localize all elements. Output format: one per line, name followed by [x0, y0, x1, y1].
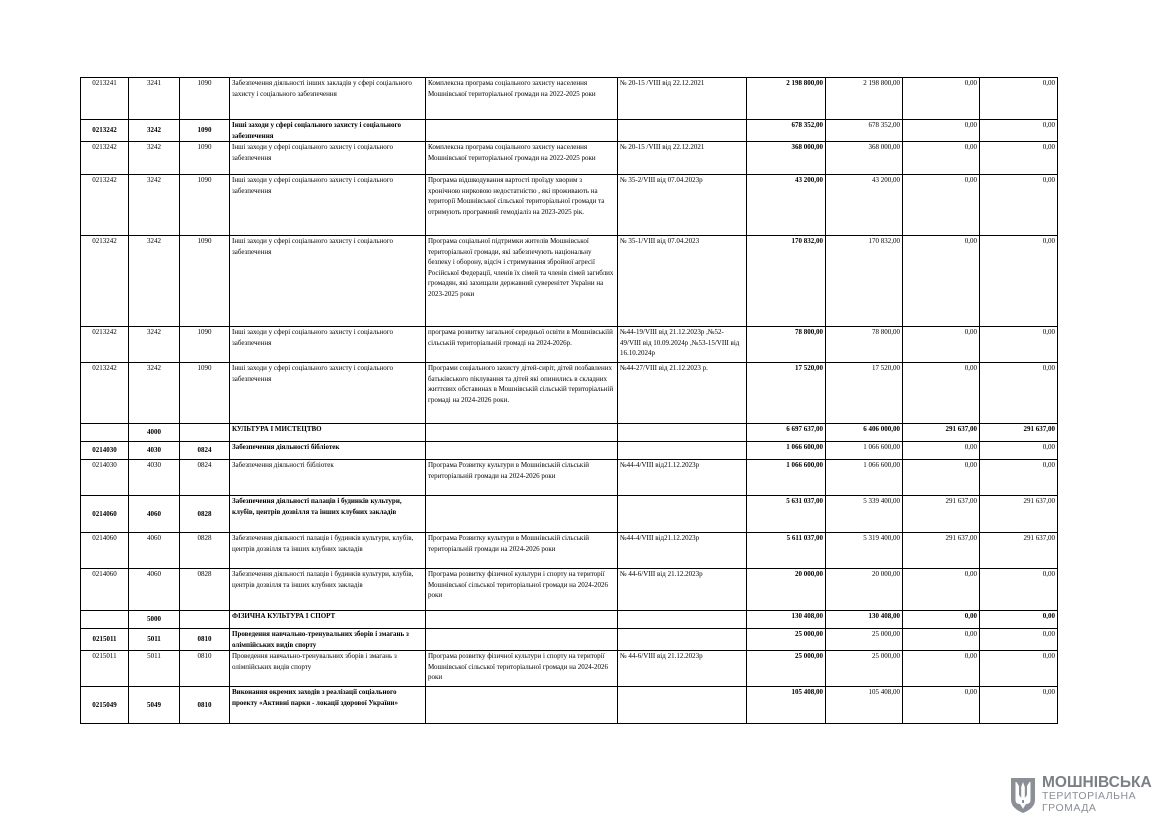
program-name-cell: Програма розвитку фізичної культури і спорту на території Мошнівської сільської територіальної громади на 2024-2026 роки: [426, 651, 618, 687]
program-name-cell: Програма Розвитку культури в Мошнівській сільській територіальній громади на 2024-2026 роки: [426, 460, 618, 496]
program-name-cell: Програма Розвитку культури в Мошнівській сільській територіальній громади на 2024-2026 роки: [426, 533, 618, 569]
development-budget-cell: 291 637,00: [980, 424, 1058, 442]
total-amount-cell: 1 066 600,00: [747, 460, 826, 496]
development-budget-cell: 0,00: [980, 651, 1058, 687]
measure-name-cell: Проведення навчально-тренувальних зборів і змагань з олімпійських видів спорту: [230, 629, 426, 651]
table-row: [81, 236, 1058, 327]
measure-name-cell: Інші заходи у сфері соціального захисту і соціального забезпечення: [230, 363, 426, 424]
total-amount-cell: 5 611 037,00: [747, 533, 826, 569]
function-code-cell: 1090: [180, 78, 230, 120]
total-amount-cell: 5 631 037,00: [747, 496, 826, 533]
total-amount-cell: 105 408,00: [747, 687, 826, 724]
decision-cell: [618, 424, 747, 442]
kekv-cell: 4000: [129, 424, 180, 442]
general-fund-cell: 5 319 400,00: [826, 533, 903, 569]
logo-subtitle-line1: ТЕРИТОРІАЛЬНА: [1042, 790, 1137, 802]
program-code-cell: [81, 611, 129, 629]
program-code-cell: 0213241: [81, 78, 129, 120]
decision-cell: № 35-2/VIII від 07.04.2023р: [618, 175, 747, 236]
total-amount-cell: 20 000,00: [747, 569, 826, 611]
general-fund-cell: 20 000,00: [826, 569, 903, 611]
program-name-cell: програма розвитку загальної середньої освіти в Мошнівськіїй сільській територіальній громаді на 2024-2026р.: [426, 327, 618, 363]
kekv-cell: 3242: [129, 120, 180, 142]
kekv-cell: 5011: [129, 651, 180, 687]
general-fund-cell: 1 066 600,00: [826, 442, 903, 460]
measure-name-cell: Забезпечення діяльності палаців i будинків культури, клубів, центрів дозвілля та iнших клубних закладів: [230, 496, 426, 533]
measure-name-cell: КУЛЬТУРА І МИСТЕЦТВО: [230, 424, 426, 442]
general-fund-cell: 43 200,00: [826, 175, 903, 236]
table-row: [81, 120, 1058, 142]
general-fund-cell: 105 408,00: [826, 687, 903, 724]
table-row: [81, 569, 1058, 611]
measure-name-cell: Забезпечення діяльності бібліотек: [230, 460, 426, 496]
function-code-cell: [180, 611, 230, 629]
program-code-cell: 0214060: [81, 496, 129, 533]
development-budget-cell: 0,00: [980, 442, 1058, 460]
function-code-cell: 0810: [180, 629, 230, 651]
special-fund-cell: 0,00: [903, 363, 980, 424]
program-name-cell: [426, 687, 618, 724]
development-budget-cell: 0,00: [980, 363, 1058, 424]
function-code-cell: 1090: [180, 327, 230, 363]
development-budget-cell: 0,00: [980, 236, 1058, 327]
decision-cell: [618, 687, 747, 724]
program-code-cell: 0213242: [81, 120, 129, 142]
development-budget-cell: 0,00: [980, 460, 1058, 496]
total-amount-cell: 43 200,00: [747, 175, 826, 236]
function-code-cell: 0824: [180, 442, 230, 460]
general-fund-cell: 78 800,00: [826, 327, 903, 363]
function-code-cell: 1090: [180, 175, 230, 236]
total-amount-cell: 17 520,00: [747, 363, 826, 424]
total-amount-cell: 78 800,00: [747, 327, 826, 363]
general-fund-cell: 17 520,00: [826, 363, 903, 424]
decision-cell: №44-4/VIII від21.12.2023р: [618, 460, 747, 496]
kekv-cell: 3242: [129, 363, 180, 424]
measure-name-cell: Інші заходи у сфері соціального захисту і соціального забезпечення: [230, 236, 426, 327]
function-code-cell: 0828: [180, 569, 230, 611]
development-budget-cell: 0,00: [980, 611, 1058, 629]
kekv-cell: 3242: [129, 236, 180, 327]
special-fund-cell: 0,00: [903, 611, 980, 629]
program-name-cell: [426, 120, 618, 142]
measure-name-cell: Забезпечення діяльності бібліотек: [230, 442, 426, 460]
decision-cell: № 44-6/VIII від 21.12.2023р: [618, 651, 747, 687]
general-fund-cell: 25 000,00: [826, 629, 903, 651]
general-fund-cell: 368 000,00: [826, 142, 903, 175]
special-fund-cell: 291 637,00: [903, 533, 980, 569]
decision-cell: № 35-1/VIII від 07.04.2023: [618, 236, 747, 327]
general-fund-cell: 6 406 000,00: [826, 424, 903, 442]
program-code-cell: 0213242: [81, 327, 129, 363]
table-row: [81, 629, 1058, 651]
special-fund-cell: 0,00: [903, 327, 980, 363]
logo-subtitle: [1042, 790, 1136, 814]
kekv-cell: 3242: [129, 142, 180, 175]
general-fund-cell: 25 000,00: [826, 651, 903, 687]
special-fund-cell: 0,00: [903, 629, 980, 651]
decision-cell: №44-19/VIII від 21.12.2023р ,№52-49/VIII від 10.09.2024р ,№53-15/VIII від 16.10.2024р: [618, 327, 747, 363]
function-code-cell: 1090: [180, 363, 230, 424]
table-row: [81, 78, 1058, 120]
total-amount-cell: 368 000,00: [747, 142, 826, 175]
program-name-cell: Програми соціального захисту дітей-сиріт, дітей позбавлених батьківського піклування та дітей які опинились в складних життєвих обставинах в Мошнівській сільській територіальній громаді на 2024-2026 роки.: [426, 363, 618, 424]
decision-cell: [618, 629, 747, 651]
development-budget-cell: 291 637,00: [980, 496, 1058, 533]
general-fund-cell: 2 198 800,00: [826, 78, 903, 120]
table-row: [81, 175, 1058, 236]
community-logo: [1009, 772, 1159, 818]
logo-subtitle-line2: ГРОМАДА: [1042, 802, 1097, 814]
table-row: [81, 142, 1058, 175]
budget-table: [80, 77, 1058, 724]
general-fund-cell: 170 832,00: [826, 236, 903, 327]
special-fund-cell: 0,00: [903, 687, 980, 724]
kekv-cell: 3241: [129, 78, 180, 120]
program-name-cell: Комплексна програма соціального захисту населення Мошнівської територіальної громади на 2022-2025 роки: [426, 142, 618, 175]
decision-cell: № 44-6/VIII від 21.12.2023р: [618, 569, 747, 611]
total-amount-cell: 170 832,00: [747, 236, 826, 327]
kekv-cell: 5000: [129, 611, 180, 629]
general-fund-cell: 678 352,00: [826, 120, 903, 142]
table-row: [81, 327, 1058, 363]
function-code-cell: 1090: [180, 142, 230, 175]
measure-name-cell: Забезпечення діяльності інших закладів у сфері соціального захисту і соціального забезпечення: [230, 78, 426, 120]
kekv-cell: 4060: [129, 496, 180, 533]
table-row: [81, 651, 1058, 687]
table-row: [81, 363, 1058, 424]
kekv-cell: 4060: [129, 533, 180, 569]
total-amount-cell: 25 000,00: [747, 651, 826, 687]
kekv-cell: 4060: [129, 569, 180, 611]
decision-cell: [618, 611, 747, 629]
kekv-cell: 5011: [129, 629, 180, 651]
decision-cell: [618, 120, 747, 142]
special-fund-cell: 0,00: [903, 460, 980, 496]
program-code-cell: 0215049: [81, 687, 129, 724]
special-fund-cell: 0,00: [903, 175, 980, 236]
program-name-cell: Програма соціальної підтримки жителів Мошнівської територіальної громади, які забезпечують національну безпеку і оборону, відсіч і стримування збройної агресії Російської Федерації, членів їх сімей та членів сімей загиблих громадян, які захищали державний суверенітет України на 2023-2025 роки: [426, 236, 618, 327]
development-budget-cell: 0,00: [980, 142, 1058, 175]
program-code-cell: 0214030: [81, 460, 129, 496]
program-code-cell: 0214060: [81, 533, 129, 569]
decision-cell: [618, 442, 747, 460]
special-fund-cell: 0,00: [903, 651, 980, 687]
program-code-cell: 0214030: [81, 442, 129, 460]
function-code-cell: 1090: [180, 236, 230, 327]
decision-cell: № 20-15 /VIII від 22.12.2021: [618, 142, 747, 175]
development-budget-cell: 0,00: [980, 175, 1058, 236]
total-amount-cell: 130 408,00: [747, 611, 826, 629]
general-fund-cell: 5 339 400,00: [826, 496, 903, 533]
program-name-cell: [426, 424, 618, 442]
measure-name-cell: Виконання окремих заходів з реалізації соціального проекту «Активні парки - локації здорової України»: [230, 687, 426, 724]
program-name-cell: Програма відшкодування вартості проїзду хворим з хронічною нирковою недостатністю , які проживають на території Мошнівської сільської територіальної громади та отримують програмний гемодіаліз на 2023-2025 рік.: [426, 175, 618, 236]
program-name-cell: Програма розвитку фізичної культури і спорту на території Мошнівської сільської територіальної громади на 2024-2026 роки: [426, 569, 618, 611]
development-budget-cell: 0,00: [980, 569, 1058, 611]
table-row: [81, 496, 1058, 533]
table-row: [81, 424, 1058, 442]
total-amount-cell: 25 000,00: [747, 629, 826, 651]
program-code-cell: [81, 424, 129, 442]
general-fund-cell: 1 066 600,00: [826, 460, 903, 496]
development-budget-cell: 0,00: [980, 120, 1058, 142]
program-code-cell: 0215011: [81, 629, 129, 651]
development-budget-cell: 0,00: [980, 327, 1058, 363]
program-name-cell: [426, 442, 618, 460]
function-code-cell: 0828: [180, 496, 230, 533]
kekv-cell: 3242: [129, 175, 180, 236]
development-budget-cell: 291 637,00: [980, 533, 1058, 569]
total-amount-cell: 2 198 800,00: [747, 78, 826, 120]
logo-title: МОШНІВСЬКА: [1042, 774, 1152, 791]
special-fund-cell: 0,00: [903, 120, 980, 142]
decision-cell: №44-27/VIII від 21.12.2023 р.: [618, 363, 747, 424]
total-amount-cell: 678 352,00: [747, 120, 826, 142]
program-code-cell: 0213242: [81, 175, 129, 236]
kekv-cell: 4030: [129, 460, 180, 496]
decision-cell: № 20-15 /VIII від 22.12.2021: [618, 78, 747, 120]
special-fund-cell: 0,00: [903, 78, 980, 120]
special-fund-cell: 291 637,00: [903, 424, 980, 442]
program-name-cell: [426, 496, 618, 533]
table-row: [81, 611, 1058, 629]
measure-name-cell: Інші заходи у сфері соціального захисту і соціального забезпечення: [230, 120, 426, 142]
development-budget-cell: 0,00: [980, 629, 1058, 651]
special-fund-cell: 0,00: [903, 442, 980, 460]
total-amount-cell: 6 697 637,00: [747, 424, 826, 442]
total-amount-cell: 1 066 600,00: [747, 442, 826, 460]
measure-name-cell: Інші заходи у сфері соціального захисту і соціального забезпечення: [230, 142, 426, 175]
kekv-cell: 4030: [129, 442, 180, 460]
special-fund-cell: 291 637,00: [903, 496, 980, 533]
measure-name-cell: Інші заходи у сфері соціального захисту і соціального забезпечення: [230, 175, 426, 236]
development-budget-cell: 0,00: [980, 687, 1058, 724]
program-name-cell: Комплексна програма соціального захисту населення Мошнівської територіальної громади на 2022-2025 роки: [426, 78, 618, 120]
function-code-cell: 0824: [180, 460, 230, 496]
special-fund-cell: 0,00: [903, 236, 980, 327]
special-fund-cell: 0,00: [903, 142, 980, 175]
program-name-cell: [426, 611, 618, 629]
table-row: [81, 460, 1058, 496]
general-fund-cell: 130 408,00: [826, 611, 903, 629]
function-code-cell: 0828: [180, 533, 230, 569]
function-code-cell: 0810: [180, 651, 230, 687]
development-budget-cell: 0,00: [980, 78, 1058, 120]
measure-name-cell: Інші заходи у сфері соціального захисту і соціального забезпечення: [230, 327, 426, 363]
program-code-cell: 0213242: [81, 236, 129, 327]
function-code-cell: [180, 424, 230, 442]
kekv-cell: 5049: [129, 687, 180, 724]
program-code-cell: 0214060: [81, 569, 129, 611]
function-code-cell: 0810: [180, 687, 230, 724]
kekv-cell: 3242: [129, 327, 180, 363]
measure-name-cell: Проведення навчально-тренувальних зборів і змагань з олімпійських видів спорту: [230, 651, 426, 687]
measure-name-cell: ФІЗИЧНА КУЛЬТУРА І СПОРТ: [230, 611, 426, 629]
decision-cell: [618, 496, 747, 533]
trident-emblem-icon: [1009, 776, 1037, 814]
program-code-cell: 0213242: [81, 363, 129, 424]
special-fund-cell: 0,00: [903, 569, 980, 611]
measure-name-cell: Забезпечення діяльності палаців i будинків культури, клубів, центрів дозвілля та iнших клубних закладів: [230, 569, 426, 611]
program-name-cell: [426, 629, 618, 651]
table-row: [81, 533, 1058, 569]
program-code-cell: 0215011: [81, 651, 129, 687]
function-code-cell: 1090: [180, 120, 230, 142]
measure-name-cell: Забезпечення діяльності палаців i будинків культури, клубів, центрів дозвілля та iнших клубних закладів: [230, 533, 426, 569]
program-code-cell: 0213242: [81, 142, 129, 175]
table-row: [81, 442, 1058, 460]
decision-cell: №44-4/VIII від21.12.2023р: [618, 533, 747, 569]
table-row: [81, 687, 1058, 724]
